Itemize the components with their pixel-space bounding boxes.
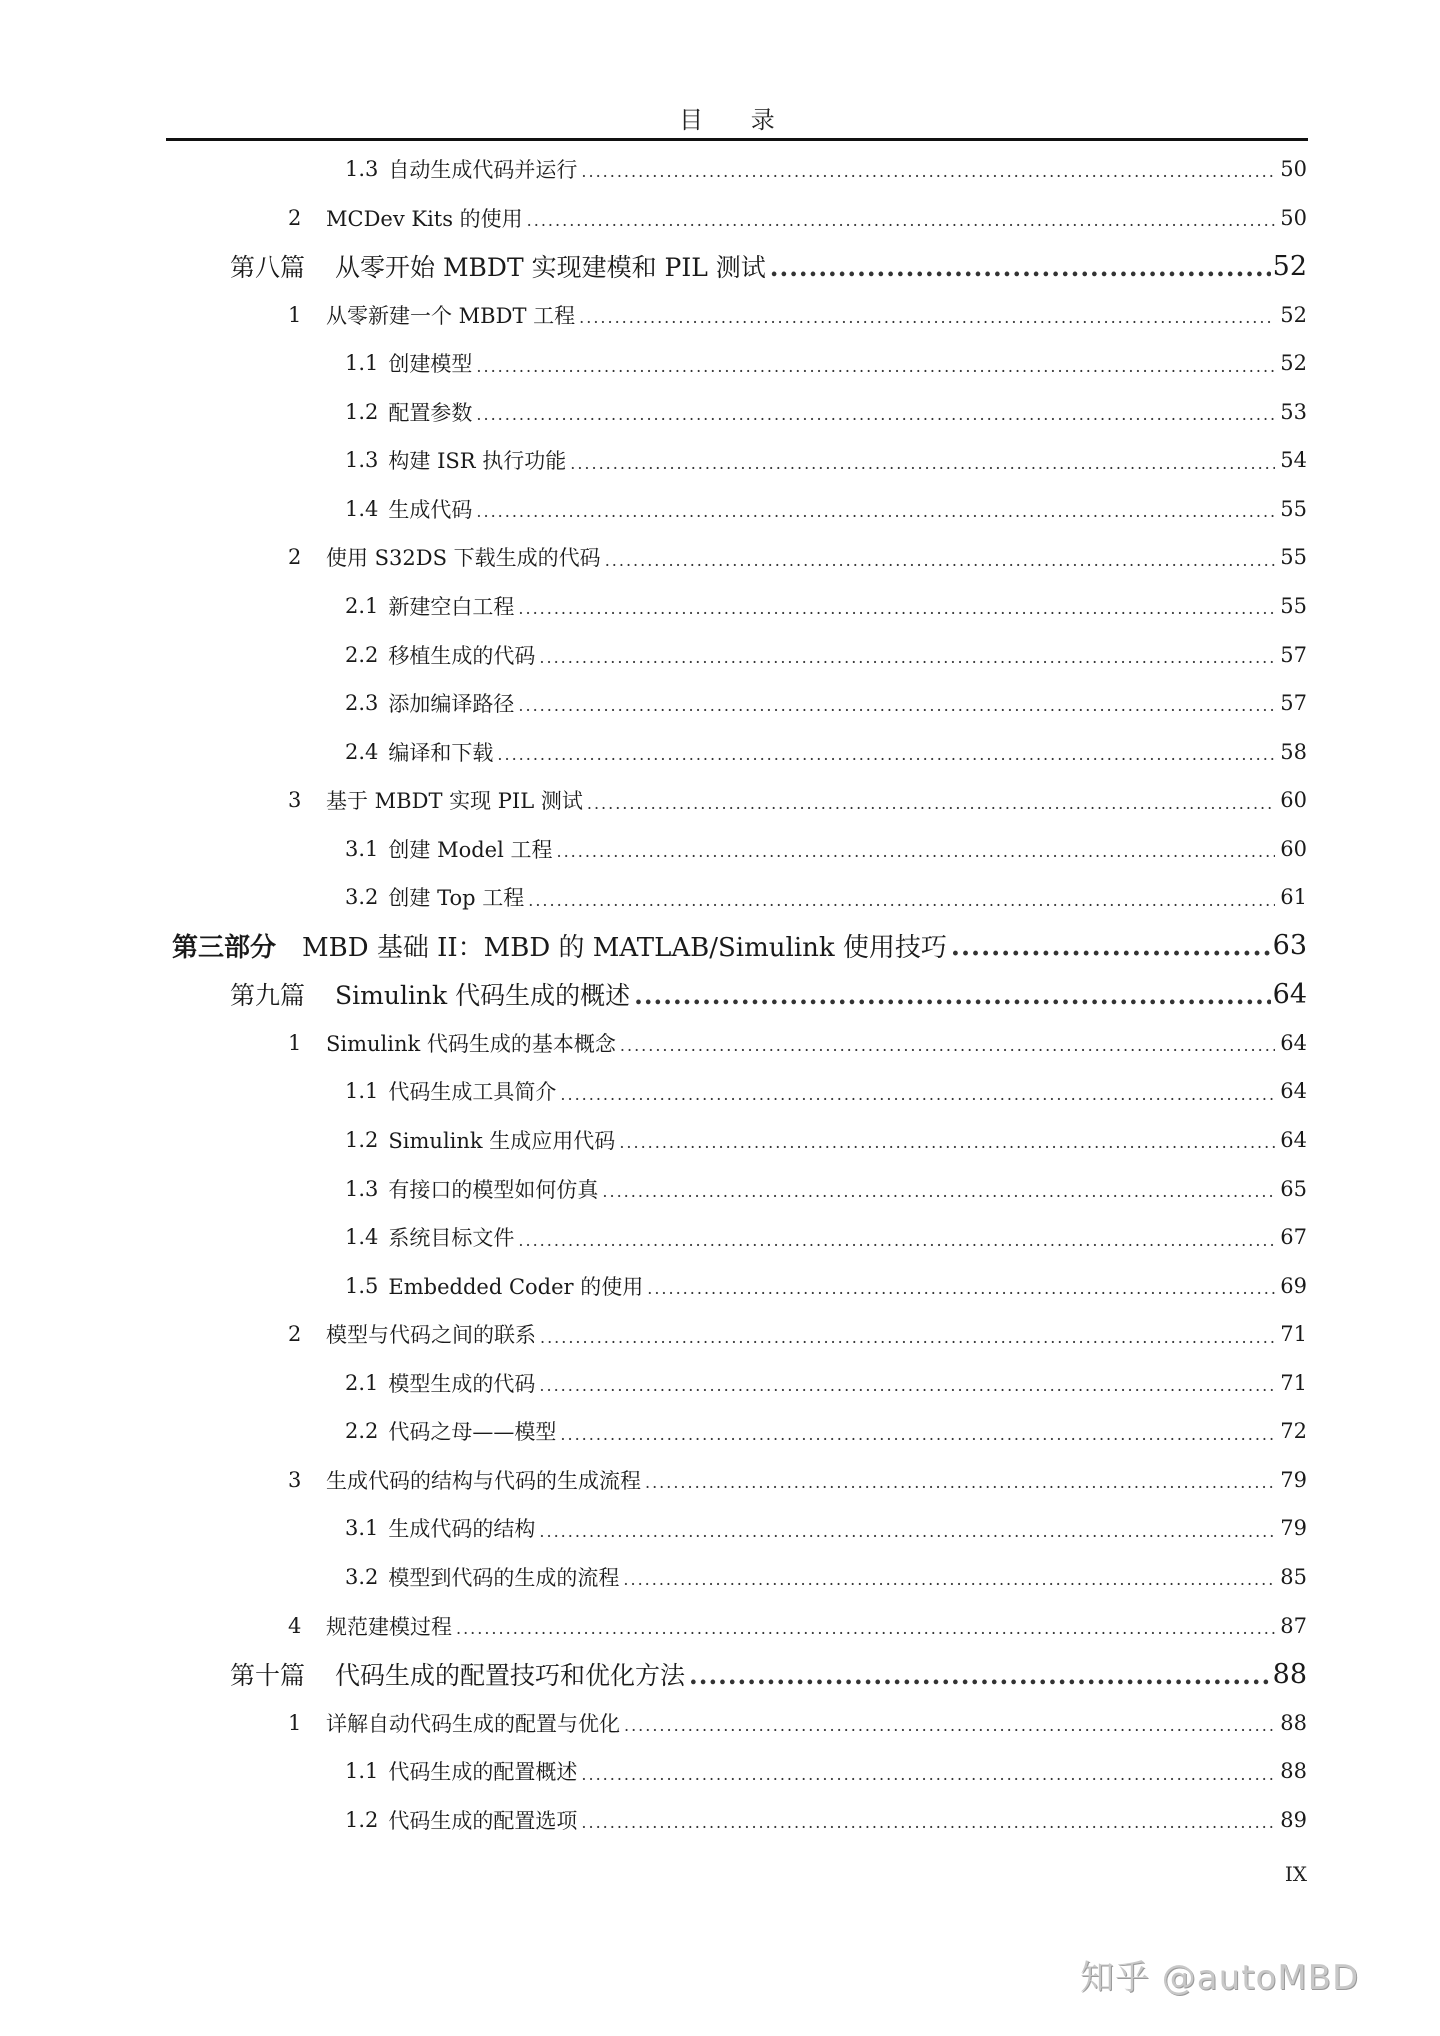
toc-entry-title: 模型与代码之间的联系 (326, 1323, 536, 1348)
toc-entry-title: 自动生成代码并运行 (388, 158, 578, 182)
toc-entry-page: 61 (1280, 885, 1307, 910)
toc-entry-title: 规范建模过程 (326, 1614, 452, 1639)
toc-entry-page: 60 (1280, 836, 1307, 861)
toc-entry[interactable] (345, 728, 1307, 776)
dot-leader (587, 790, 1275, 815)
toc-entry-page: 65 (1280, 1176, 1307, 1201)
toc-entry-title: Simulink 代码生成的概述 (335, 981, 631, 1011)
toc-entry-number: 1.4 (345, 496, 379, 521)
toc-entry-page: 64 (1280, 1030, 1307, 1055)
dot-leader (560, 1081, 1275, 1106)
toc-entry-title: 配置参数 (388, 400, 473, 425)
toc-entry-number: 3.1 (345, 836, 379, 861)
toc-entry[interactable] (345, 1213, 1307, 1261)
toc-entry-title: Simulink 代码生成的基本概念 (326, 1031, 616, 1056)
toc-entry-number: 1.4 (345, 1225, 379, 1250)
toc-entry-title: MCDev Kits 的使用 (326, 206, 523, 231)
toc-entry-page: 64 (1280, 1079, 1307, 1104)
toc-entry-page: 53 (1280, 399, 1307, 424)
toc-entry-title: 生成代码的结构 (388, 1517, 536, 1542)
toc-entry-title: 详解自动代码生成的配置与优化 (326, 1711, 620, 1736)
toc-entry[interactable] (345, 1553, 1307, 1601)
dot-leader (645, 1469, 1275, 1494)
toc-entry-number: 2.1 (345, 593, 379, 618)
toc-entry-page: 64 (1272, 978, 1307, 1010)
toc-entry-number: 1 (288, 302, 302, 327)
toc-entry-page: 63 (1272, 930, 1307, 962)
toc-entry-page: 64 (1280, 1128, 1307, 1152)
toc-entry-title: 模型到代码的生成的流程 (388, 1565, 620, 1590)
toc-entry[interactable] (345, 1165, 1307, 1213)
toc-entry-page: 54 (1280, 448, 1307, 473)
dot-leader (527, 207, 1275, 232)
toc-entry[interactable] (288, 1456, 1307, 1504)
dot-leader (570, 450, 1275, 475)
toc-entry[interactable] (288, 533, 1307, 581)
dot-leader (540, 1324, 1275, 1349)
toc-entry-page: 67 (1280, 1225, 1307, 1250)
toc-entry-number: 第三部分 (172, 933, 277, 964)
toc-entry[interactable] (288, 1602, 1307, 1650)
toc-entry-page: 58 (1280, 739, 1307, 764)
toc-entry[interactable] (345, 825, 1307, 873)
toc-entry[interactable] (345, 1747, 1307, 1795)
dot-leader (560, 1421, 1275, 1446)
toc-entry[interactable] (288, 776, 1307, 824)
toc-entry-number: 3 (288, 1467, 302, 1492)
toc-entry-page: 89 (1280, 1807, 1307, 1832)
toc-entry[interactable] (345, 679, 1307, 727)
dot-leader (579, 304, 1275, 329)
toc-entry[interactable] (345, 631, 1307, 679)
toc-entry[interactable] (345, 339, 1307, 387)
toc-entry-title: Embedded Coder 的使用 (388, 1274, 644, 1299)
dot-leader (581, 158, 1275, 183)
toc-entry-number: 1.1 (345, 351, 379, 376)
dot-leader (581, 1761, 1275, 1786)
toc-entry-number: 1.3 (345, 448, 379, 473)
toc-entry-number: 1.2 (345, 1128, 379, 1152)
toc-entry[interactable] (288, 1699, 1307, 1747)
toc-entry-title: 使用 S32DS 下载生成的代码 (326, 546, 601, 571)
toc-entry[interactable] (230, 970, 1307, 1018)
toc-entry-page: 57 (1280, 642, 1307, 667)
toc-entry-title: 构建 ISR 执行功能 (388, 449, 567, 474)
toc-entry-title: 创建 Top 工程 (388, 886, 525, 911)
toc-entry-page: 72 (1280, 1419, 1307, 1444)
toc-entry-title: 代码生成工具简介 (388, 1080, 557, 1105)
toc-entry[interactable] (288, 1019, 1307, 1067)
toc-entry[interactable] (345, 1116, 1307, 1164)
toc-entry[interactable] (345, 1262, 1307, 1310)
toc-entry-number: 1.1 (345, 1759, 379, 1784)
dot-leader (605, 547, 1275, 572)
dot-leader (557, 838, 1276, 863)
toc-entry-title: 生成代码的结构与代码的生成流程 (326, 1468, 641, 1493)
toc-entry-title: 从零开始 MBDT 实现建模和 PIL 测试 (335, 253, 766, 283)
dot-leader (456, 1615, 1275, 1640)
watermark: 知乎 @autoMBD (1080, 1958, 1360, 1998)
toc-entry-number: 4 (288, 1613, 302, 1638)
toc-entry-number: 3 (288, 788, 302, 813)
toc-entry[interactable] (345, 582, 1307, 630)
toc-entry-title: 创建 Model 工程 (388, 837, 553, 862)
dot-leader (476, 401, 1275, 426)
toc-entry-page: 71 (1280, 1370, 1307, 1395)
toc-entry-title: 基于 MBDT 实现 PIL 测试 (326, 789, 583, 814)
toc-entry[interactable] (345, 1067, 1307, 1115)
toc-entry[interactable] (288, 1310, 1307, 1358)
toc-entry-number: 1.3 (345, 157, 379, 181)
toc-entry[interactable] (230, 242, 1307, 290)
toc-entry-page: 55 (1280, 496, 1307, 521)
toc-entry[interactable] (172, 922, 1307, 970)
toc-entry-page: 87 (1280, 1613, 1307, 1638)
toc-entry-number: 2.2 (345, 1419, 379, 1444)
toc-entry-page: 52 (1280, 351, 1307, 376)
toc-entry[interactable] (345, 145, 1307, 193)
toc-entry-title: 从零新建一个 MBDT 工程 (326, 303, 576, 328)
dot-leader (951, 932, 1271, 963)
toc-entry[interactable] (345, 1407, 1307, 1455)
dot-leader (619, 1129, 1275, 1154)
toc-entry-page: 71 (1280, 1322, 1307, 1347)
toc-entry-page: 50 (1280, 157, 1307, 181)
toc-entry-number: 3.2 (345, 885, 379, 910)
dot-leader (518, 692, 1275, 717)
toc-entry[interactable] (345, 1359, 1307, 1407)
toc-entry-number: 2.2 (345, 642, 379, 667)
toc-entry-number: 2 (288, 1322, 302, 1347)
toc-entry-number: 2 (288, 205, 302, 230)
dot-leader (518, 1227, 1275, 1252)
toc-entry[interactable] (345, 485, 1307, 533)
toc-entry-title: Simulink 生成应用代码 (388, 1129, 616, 1153)
toc-entry-page: 79 (1280, 1516, 1307, 1541)
toc-entry-title: 模型生成的代码 (388, 1371, 536, 1396)
dot-leader (581, 1809, 1275, 1834)
dot-leader (539, 1518, 1275, 1543)
dot-leader (647, 1275, 1275, 1300)
toc-entry-number: 第十篇 (230, 1661, 306, 1691)
dot-leader (602, 1178, 1275, 1203)
toc-entry-title: 代码生成的配置选项 (388, 1808, 578, 1833)
toc-entry[interactable] (288, 194, 1307, 242)
dot-leader (497, 741, 1275, 766)
toc-entry[interactable] (230, 1650, 1307, 1698)
toc-entry[interactable] (345, 1504, 1307, 1552)
dot-leader (518, 595, 1275, 620)
dot-leader (689, 1661, 1271, 1691)
toc-entry-page: 88 (1280, 1710, 1307, 1735)
header-divider (166, 138, 1308, 141)
toc-entry-number: 3.2 (345, 1564, 379, 1589)
page-number: IX (1284, 1862, 1307, 1886)
toc-entry-page: 88 (1280, 1759, 1307, 1784)
toc-entry-number: 1.1 (345, 1079, 379, 1104)
toc-entry-number: 1.3 (345, 1176, 379, 1201)
dot-leader (476, 498, 1275, 523)
dot-leader (620, 1032, 1275, 1057)
toc-entry[interactable] (288, 291, 1307, 339)
dot-leader (539, 644, 1275, 669)
toc-entry-page: 55 (1280, 593, 1307, 618)
dot-leader (634, 981, 1271, 1011)
toc-entry-title: 移植生成的代码 (388, 643, 536, 668)
toc-entry-page: 60 (1280, 788, 1307, 813)
dot-leader (539, 1372, 1275, 1397)
toc-entry[interactable] (345, 873, 1307, 921)
dot-leader (624, 1712, 1275, 1737)
toc-entry-number: 2.3 (345, 691, 379, 716)
toc-entry-number: 2.4 (345, 739, 379, 764)
toc-entry-number: 1 (288, 1030, 302, 1055)
toc-entry-page: 57 (1280, 691, 1307, 716)
toc-entry-page: 55 (1280, 545, 1307, 570)
toc-entry-number: 1.2 (345, 399, 379, 424)
toc-entry-page: 50 (1280, 205, 1307, 230)
toc-entry-title: 添加编译路径 (388, 692, 515, 717)
toc-entry[interactable] (345, 388, 1307, 436)
toc-entry-page: 85 (1280, 1564, 1307, 1589)
toc-entry-number: 2 (288, 545, 302, 570)
toc-entry-number: 1.2 (345, 1807, 379, 1832)
dot-leader (476, 353, 1275, 378)
toc-entry-title: 生成代码 (388, 497, 473, 522)
toc-entry-title: 编译和下载 (388, 740, 494, 765)
toc-entry-page: 69 (1280, 1273, 1307, 1298)
toc-entry-title: MBD 基础 II：MBD 的 MATLAB/Simulink 使用技巧 (302, 933, 947, 964)
toc-entry-page: 52 (1280, 302, 1307, 327)
toc-entry-page: 88 (1272, 1658, 1307, 1690)
toc-entry-number: 1.5 (345, 1273, 379, 1298)
toc-entry-number: 1 (288, 1710, 302, 1735)
toc-entry-title: 代码之母——模型 (388, 1420, 557, 1445)
toc-entry-number: 2.1 (345, 1370, 379, 1395)
dot-leader (528, 887, 1275, 912)
dot-leader (623, 1566, 1275, 1591)
toc-entry-page: 79 (1280, 1467, 1307, 1492)
toc-entry-title: 创建模型 (388, 352, 473, 377)
toc-entry-number: 第九篇 (230, 981, 306, 1011)
toc-entry-title: 代码生成的配置技巧和优化方法 (335, 1661, 686, 1691)
toc-entry-title: 系统目标文件 (388, 1226, 515, 1251)
toc-entry[interactable] (345, 1796, 1307, 1844)
page-header-title: 目 录 (679, 106, 795, 134)
toc-entry-title: 新建空白工程 (388, 594, 515, 619)
toc-entry-number: 第八篇 (230, 253, 306, 283)
toc-entry-number: 3.1 (345, 1516, 379, 1541)
toc-entry-title: 有接口的模型如何仿真 (388, 1177, 599, 1202)
toc-entry[interactable] (345, 436, 1307, 484)
toc-entry-title: 代码生成的配置概述 (388, 1760, 578, 1785)
dot-leader (770, 253, 1271, 283)
toc-entry-page: 52 (1272, 250, 1307, 282)
